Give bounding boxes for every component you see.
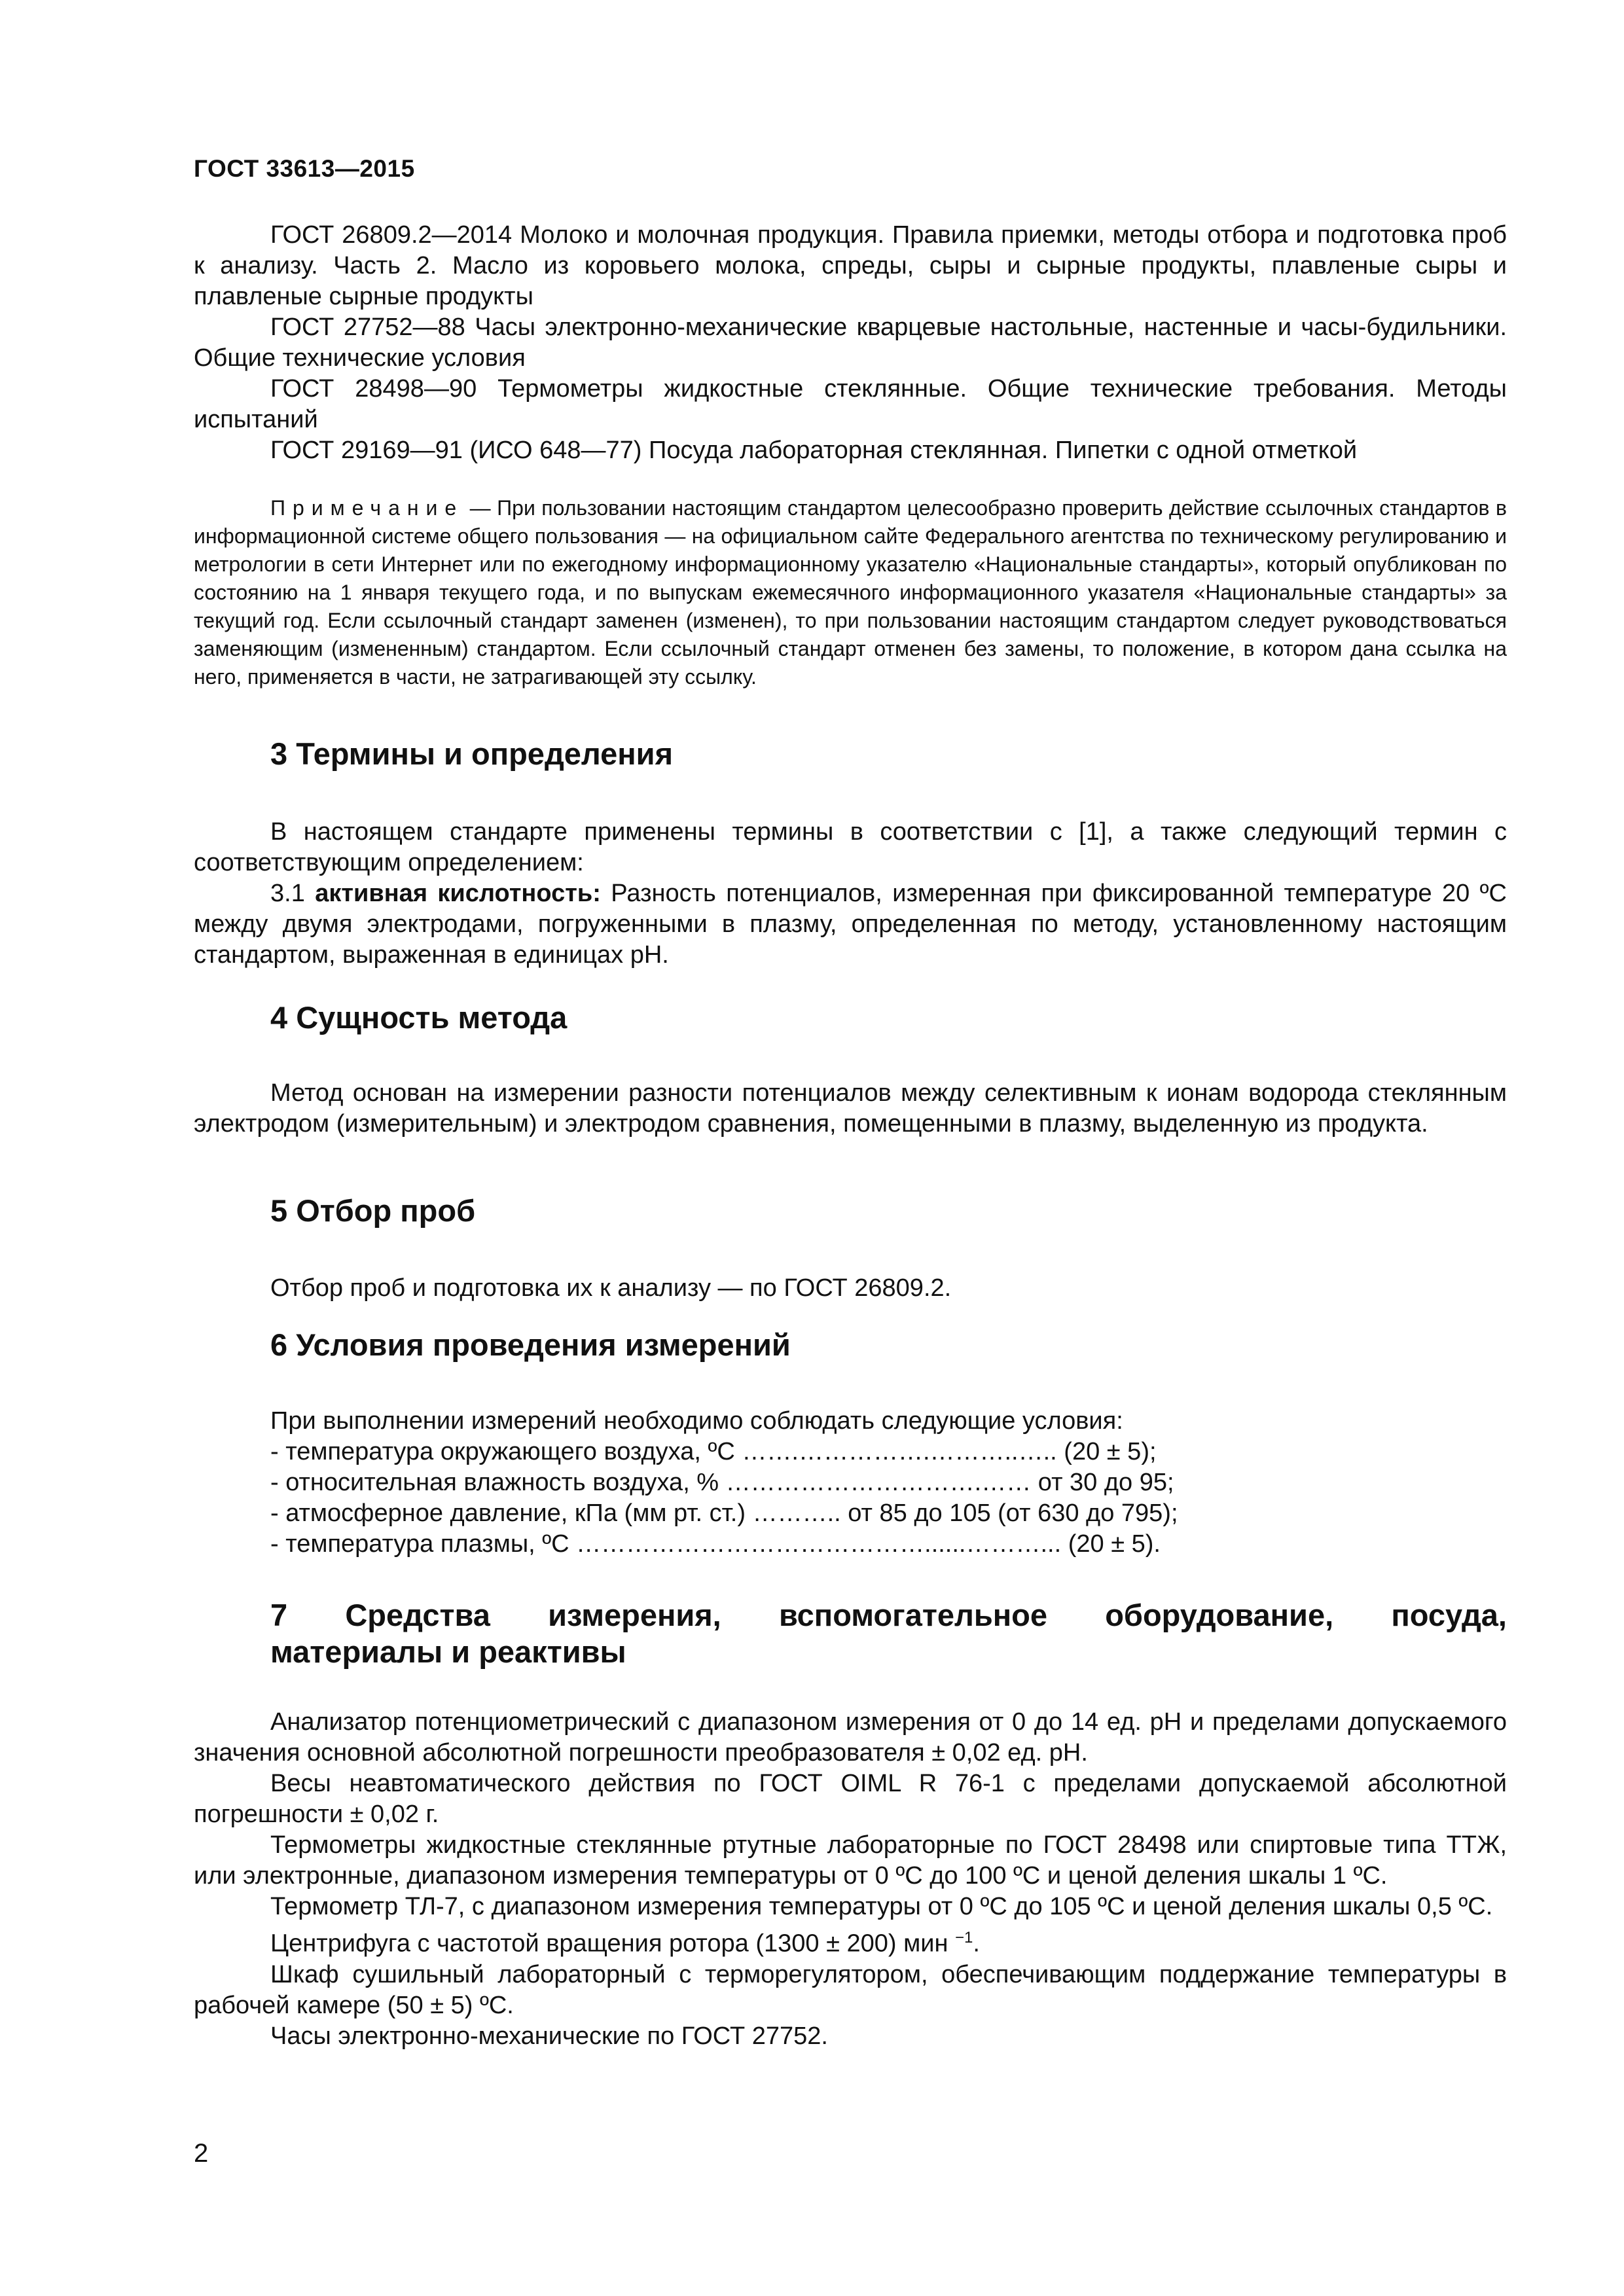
centrifuge-exponent: −1 <box>955 1929 973 1946</box>
section-5-body <box>194 1273 1507 1304</box>
section-5-title: 5 Отбор проб <box>270 1193 476 1228</box>
note-text: — При пользовании настоящим стандартом целесообразно проверить действие ссылочных стандартов в информационной системе общего пользования — на официальном сайте Федерального агентства по техническому регулированию и метрологии в сети Интернет или по ежегодному информационному указателю «Национальные стандарты», который опубликован по состоянию на 1 января текущего года, и по выпускам ежемесячного информационного указателя «Национальные стандарты» за текущий год. Если ссылочный стандарт заменен (изменен), то при пользовании настоящим стандартом следует руководствоваться заменяющим (измененным) стандартом. Если ссылочный стандарт отменен без замены, то положение, в котором дана ссылка на него, применяется в части, не затрагивающей эту ссылку. <box>194 496 1507 689</box>
section-4-text: Метод основан на измерении разности потенциалов между селективным к ионам водорода стеклянным электродом (измерительным) и электродом сравнения, помещенными в плазму, выделенную из продукта. <box>194 1079 1507 1138</box>
reference-item: ГОСТ 28498—90 Термометры жидкостные стеклянные. Общие технические требования. Методы испытаний <box>194 375 1507 433</box>
normative-references <box>194 220 1507 466</box>
centrifuge-end: . <box>973 1929 980 1958</box>
condition-item: - температура плазмы, ºС ……………………………………......………... (20 ± 5). <box>270 1530 1161 1558</box>
section-4-title: 4 Сущность метода <box>270 1000 568 1035</box>
conditions-intro: При выполнении измерений необходимо соблюдать следующие условия: <box>270 1407 1123 1435</box>
section-3-body <box>194 817 1507 971</box>
note-block <box>194 494 1507 691</box>
equipment-item <box>194 1922 1507 1960</box>
document-id: ГОСТ 33613—2015 <box>194 155 415 182</box>
section-7-title-word: Средства <box>345 1598 490 1632</box>
conditions-list <box>194 1406 1507 1560</box>
section-5-text: Отбор проб и подготовка их к анализу — по ГОСТ 26809.2. <box>270 1274 952 1302</box>
reference-item: ГОСТ 26809.2—2014 Молоко и молочная продукция. Правила приемки, методы отбора и подготовка проб к анализу. Часть 2. Масло из коровьего молока, спреды, сыры и сырные продукты, плавленые сыры и плавленые сырные продукты <box>194 221 1507 310</box>
section-7-title-line2: материалы и реактивы <box>270 1634 626 1669</box>
section-7-body <box>194 1707 1507 2052</box>
term-definition <box>194 878 1507 971</box>
equipment-item: Термометр ТЛ-7, с диапазоном измерения температуры от 0 ºС до 105 ºС и ценой деления шкалы 0,5 ºС. <box>270 1893 1493 1920</box>
equipment-item: Анализатор потенциометрический с диапазоном измерения от 0 до 14 ед. рН и пределами допускаемого значения основной абсолютной погрешности преобразователя ± 0,02 ед. рН. <box>194 1708 1507 1767</box>
equipment-item: Весы неавтоматического действия по ГОСТ OIML R 76-1 с пределами допускаемой абсолютной погрешности ± 0,02 г. <box>194 1770 1507 1828</box>
section-7-title-word: 7 <box>270 1598 288 1632</box>
condition-item: - атмосферное давление, кПа (мм рт. ст.) ……….. от 85 до 105 (от 630 до 795); <box>270 1499 1178 1527</box>
section-7-title <box>270 1597 1507 1670</box>
section-7-title-word: вспомогательное <box>778 1598 1047 1632</box>
page-number: 2 <box>194 2139 209 2168</box>
centrifuge-text: Центрифуга с частотой вращения ротора (1300 ± 200) мин <box>270 1929 948 1958</box>
section-7-title-word: посуда, <box>1391 1598 1507 1632</box>
condition-item: - относительная влажность воздуха, % ………………………….…… от 30 до 95; <box>270 1469 1174 1496</box>
section-7-title-word: измерения, <box>548 1598 721 1632</box>
equipment-item: Термометры жидкостные стеклянные ртутные лабораторные по ГОСТ 28498 или спиртовые типа ТТЖ, или электронные, диапазоном измерения температуры от 0 ºС до 100 ºС и ценой деления шкалы 1 ºС. <box>194 1831 1507 1890</box>
condition-item: - температура окружающего воздуха, ºС …….…………….………..….. (20 ± 5); <box>270 1438 1157 1465</box>
term-text: Разность потенциалов, измеренная при фиксированной температуре 20 ºС между двумя электродами, погруженными в плазму, определенная по методу, установленному настоящим стандартом, выраженная в единицах рН. <box>194 880 1507 969</box>
section-3-intro: В настоящем стандарте применены термины в соответствии с [1], а также следующий термин с соответствующим определением: <box>194 818 1507 876</box>
equipment-item: Шкаф сушильный лабораторный с терморегулятором, обеспечивающим поддержание температуры в рабочей камере (50 ± 5) ºС. <box>194 1960 1507 2019</box>
section-7-title-word: оборудование, <box>1105 1598 1334 1632</box>
section-4-body <box>194 1078 1507 1139</box>
reference-item: ГОСТ 27752—88 Часы электронно-механические кварцевые настольные, настенные и часы-будильники. Общие технические условия <box>194 314 1507 372</box>
note-label: Примечание <box>270 496 464 520</box>
term-name: активная кислотность: <box>315 880 601 907</box>
term-number: 3.1 <box>270 880 316 907</box>
section-6-title: 6 Условия проведения измерений <box>270 1327 791 1362</box>
equipment-item: Часы электронно-механические по ГОСТ 27752. <box>270 2022 828 2050</box>
section-3-title: 3 Термины и определения <box>270 736 673 771</box>
reference-item: ГОСТ 29169—91 (ИСО 648—77) Посуда лабораторная стеклянная. Пипетки с одной отметкой <box>270 437 1358 464</box>
section-6-body <box>194 1406 1507 1560</box>
